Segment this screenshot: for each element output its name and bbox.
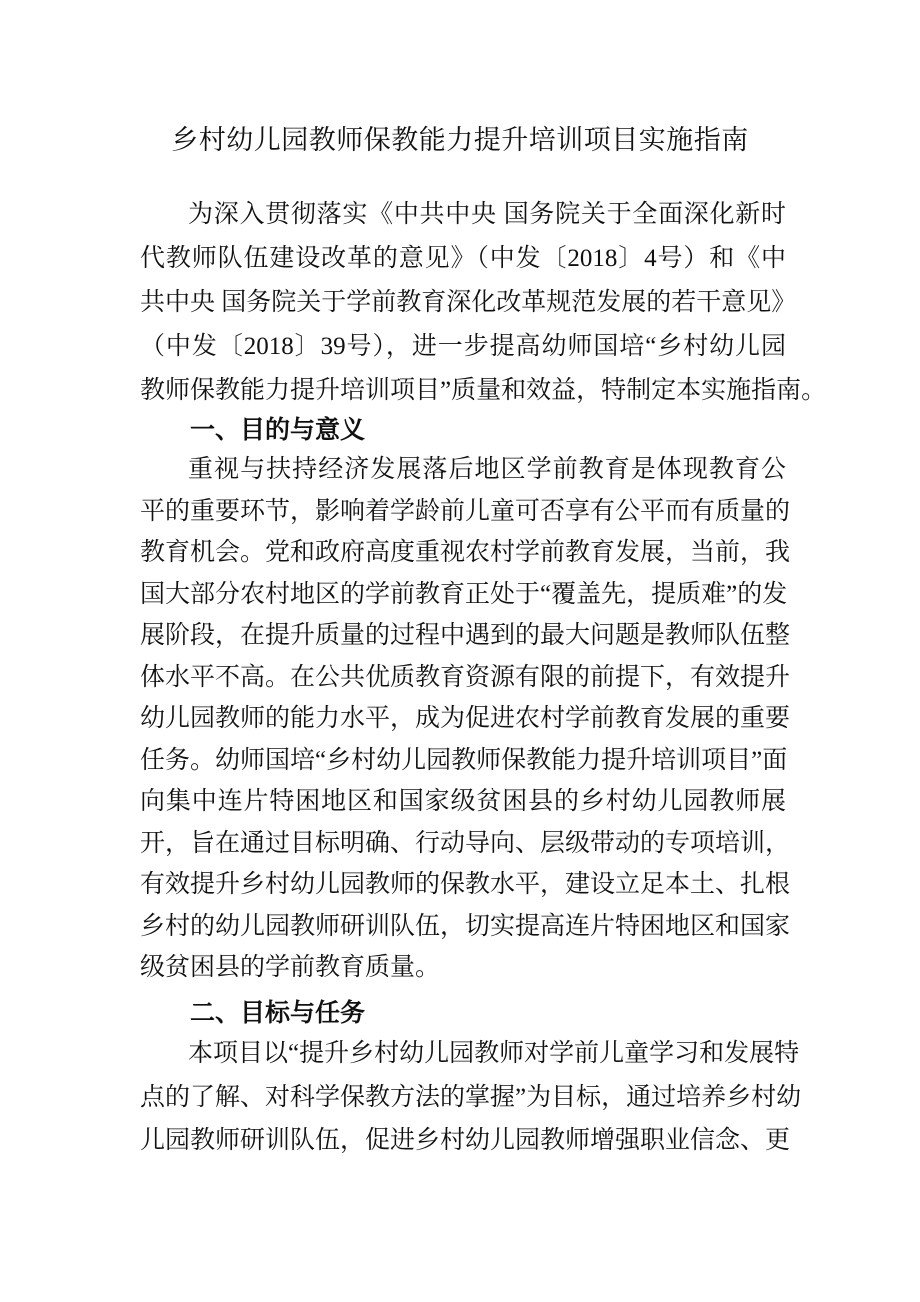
text-line: 任务。幼师国培“乡村幼儿园教师保教能力提升培训项目”面 bbox=[140, 747, 788, 774]
text-line: 乡村的幼儿园教师研训队伍，切实提高连片特困地区和国家 bbox=[140, 913, 791, 940]
text-line: 为深入贯彻落实《中共中央 国务院关于全面深化新时 bbox=[188, 201, 786, 228]
section-heading-2: 二、目标与任务 bbox=[190, 999, 366, 1027]
document-title: 乡村幼儿园教师保教能力提升培训项目实施指南 bbox=[171, 125, 749, 155]
text-line: 共中央 国务院关于学前教育深化改革规范发展的若干意见》 bbox=[140, 289, 797, 316]
text-line: 本项目以“提升乡村幼儿园教师对学前儿童学习和发展特 bbox=[188, 1040, 800, 1067]
text-line: 幼儿园教师的能力水平，成为促进农村学前教育发展的重要 bbox=[140, 705, 791, 732]
text-line: 级贫困县的学前教育质量。 bbox=[140, 954, 441, 981]
text-line: 有效提升乡村幼儿园教师的保教水平，建设立足本土、扎根 bbox=[140, 871, 791, 898]
text-line: （中发〔2018〕39号），进一步提高幼师国培“乡村幼儿园 bbox=[140, 333, 786, 360]
text-line: 儿园教师研训队伍，促进乡村幼儿园教师增强职业信念、更 bbox=[140, 1127, 791, 1154]
text-line: 开，旨在通过目标明确、行动导向、层级带动的专项培训， bbox=[140, 830, 791, 857]
text-line: 代教师队伍建设改革的意见》（中发〔2018〕4号）和《中 bbox=[140, 245, 786, 272]
text-line: 教育机会。党和政府高度重视农村学前教育发展，当前，我 bbox=[140, 539, 791, 566]
text-line: 展阶段，在提升质量的过程中遇到的最大问题是教师队伍整 bbox=[140, 622, 791, 649]
text-line: 重视与扶持经济发展落后地区学前教育是体现教育公 bbox=[188, 456, 786, 483]
section-heading-1: 一、目的与意义 bbox=[190, 416, 366, 444]
text-line: 体水平不高。在公共优质教育资源有限的前提下，有效提升 bbox=[140, 664, 791, 691]
text-line: 国大部分农村地区的学前教育正处于“覆盖先，提质难”的发 bbox=[140, 581, 788, 608]
text-line: 向集中连片特困地区和国家级贫困县的乡村幼儿园教师展 bbox=[140, 788, 786, 815]
text-line: 平的重要环节，影响着学龄前儿童可否享有公平而有质量的 bbox=[140, 498, 791, 525]
text-line: 点的了解、对科学保教方法的掌握”为目标，通过培养乡村幼 bbox=[140, 1084, 802, 1111]
text-line: 教师保教能力提升培训项目”质量和效益，特制定本实施指南。 bbox=[140, 377, 827, 404]
